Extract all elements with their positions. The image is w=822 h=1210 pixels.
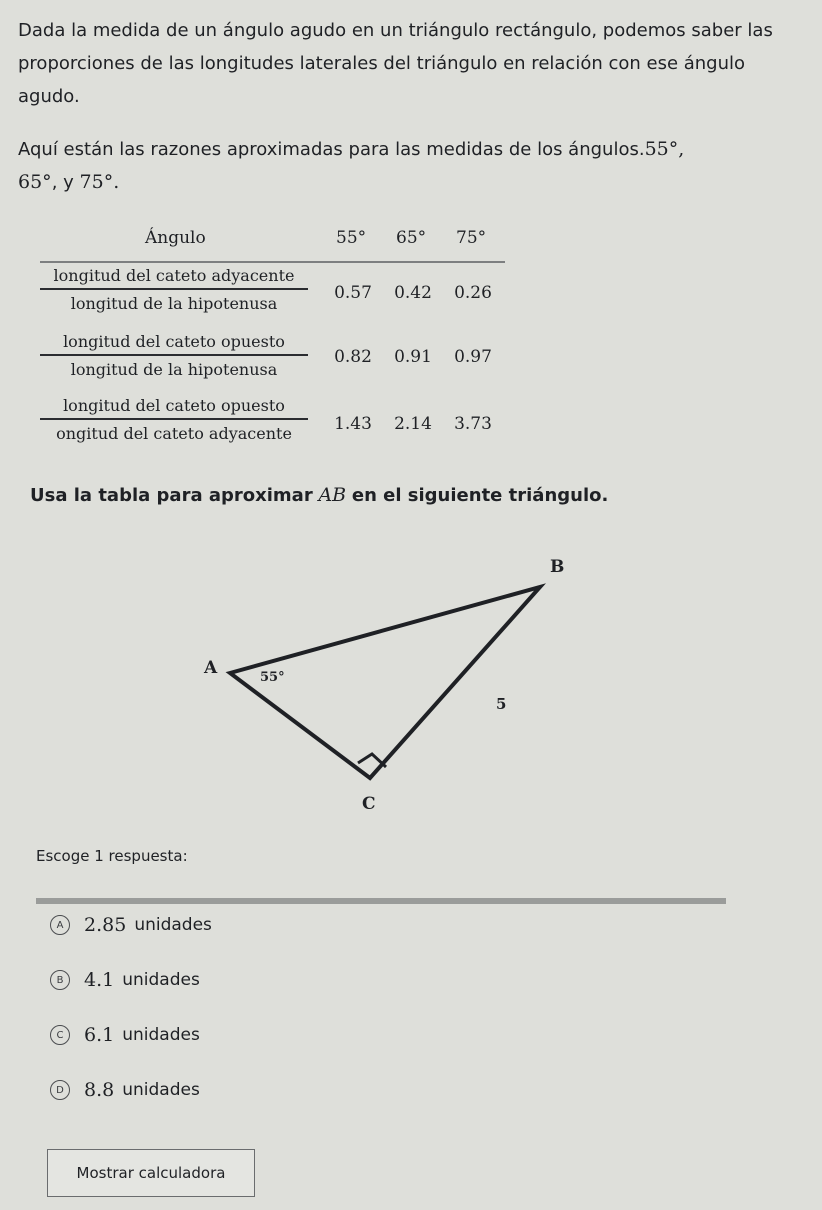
vertex-a-label: A bbox=[204, 658, 218, 678]
question-suffix: en el siguiente triángulo. bbox=[351, 485, 609, 506]
segment-ab: AB bbox=[318, 484, 347, 506]
table-cell: 0.97 bbox=[454, 347, 492, 367]
table-header-divider bbox=[40, 261, 505, 263]
answer-option-b[interactable] bbox=[50, 965, 200, 995]
row-label-denominator: longitud de la hipotenusa bbox=[70, 294, 278, 313]
question-text bbox=[30, 479, 608, 512]
answer-value: 4.1 bbox=[84, 969, 115, 991]
row-label-numerator: longitud del cateto opuesto bbox=[40, 332, 308, 356]
answer-option-a[interactable] bbox=[50, 910, 212, 940]
intro-paragraph: Dada la medida de un ángulo agudo en un triángulo rectángulo, podemos saber las proporciones de las longitudes laterales del triángulo en relación con ese ángulo agudo. bbox=[18, 20, 773, 107]
radio-d[interactable]: D bbox=[50, 1080, 70, 1100]
answer-unit: unidades bbox=[122, 1025, 200, 1045]
table-cell: 2.14 bbox=[394, 414, 432, 434]
row-label-sin bbox=[40, 332, 308, 379]
ratios-paragraph bbox=[18, 133, 808, 199]
table-header-55: 55° bbox=[336, 228, 367, 248]
radio-b[interactable]: B bbox=[50, 970, 70, 990]
answer-value: 2.85 bbox=[84, 914, 127, 936]
table-cell: 0.57 bbox=[334, 283, 372, 303]
vertex-b-label: B bbox=[550, 557, 565, 577]
side-length-label: 5 bbox=[496, 695, 507, 713]
answer-value: 8.8 bbox=[84, 1079, 115, 1101]
table-cell: 0.42 bbox=[394, 283, 432, 303]
right-angle-marker bbox=[358, 754, 386, 767]
table-cell: 0.91 bbox=[394, 347, 432, 367]
angle-55: 55°, bbox=[644, 138, 685, 160]
row-label-cos bbox=[40, 266, 308, 313]
answer-unit: unidades bbox=[122, 1080, 200, 1100]
answer-unit: unidades bbox=[134, 915, 212, 935]
row-label-numerator: longitud del cateto adyacente bbox=[40, 266, 308, 290]
radio-c[interactable]: C bbox=[50, 1025, 70, 1045]
vertex-c-label: C bbox=[362, 794, 376, 814]
table-header-65: 65° bbox=[396, 228, 427, 248]
answer-unit: unidades bbox=[122, 970, 200, 990]
table-cell: 1.43 bbox=[334, 414, 372, 434]
table-cell: 0.82 bbox=[334, 347, 372, 367]
answer-option-c[interactable] bbox=[50, 1020, 200, 1050]
answer-divider bbox=[36, 898, 726, 904]
answer-value: 6.1 bbox=[84, 1024, 115, 1046]
row-label-denominator: longitud de la hipotenusa bbox=[70, 360, 278, 379]
radio-a[interactable]: A bbox=[50, 915, 70, 935]
row-label-tan bbox=[40, 396, 308, 443]
connector-text: , y bbox=[51, 172, 74, 193]
ratios-text: Aquí están las razones aproximadas para las medidas de los ángulos. bbox=[18, 139, 645, 160]
table-header-75: 75° bbox=[456, 228, 487, 248]
angle-75: 75°. bbox=[79, 171, 120, 193]
question-prefix: Usa la tabla para aproximar bbox=[30, 485, 313, 506]
answer-option-d[interactable] bbox=[50, 1075, 200, 1105]
show-calculator-button[interactable]: Mostrar calculadora bbox=[47, 1149, 255, 1197]
choose-answer-prompt: Escoge 1 respuesta: bbox=[36, 847, 188, 865]
angle-65: 65° bbox=[18, 171, 52, 193]
row-label-numerator: longitud del cateto opuesto bbox=[40, 396, 308, 420]
table-header-angle: Ángulo bbox=[145, 228, 206, 248]
table-cell: 3.73 bbox=[454, 414, 492, 434]
angle-55-label: 55° bbox=[260, 670, 285, 685]
right-triangle-figure bbox=[190, 545, 610, 825]
table-cell: 0.26 bbox=[454, 283, 492, 303]
row-label-denominator: ongitud del cateto adyacente bbox=[56, 424, 292, 443]
